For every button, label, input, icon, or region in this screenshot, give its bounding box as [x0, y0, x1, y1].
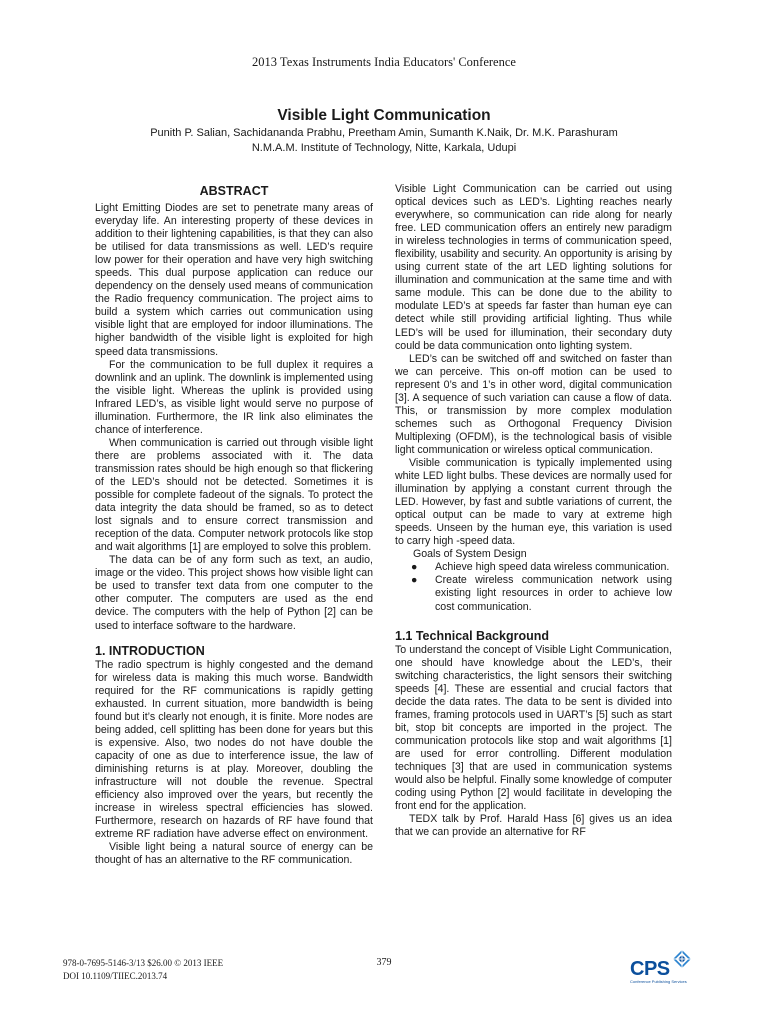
- body-paragraph: Visible Light Communication can be carried out using optical devices such as LED’s. Lighting reaches nearly everywhere, so communication can ride along for nearly free. LED communication offers an entirely new paradigm in wireless technologies in terms of communication speed, flexibility, usability and security. An opportunity is arising by using current state of the art LED lighting solutions for illumination and communication at the same time and with same module. This can be done due to the ability to modulate LED’s at speeds far faster than human eye can detect while still providing artificial lighting. Thus while LED’s will be used for illumination, their secondary duty could be data communication onto lighting system.: [395, 183, 672, 352]
- author-block: [0, 126, 768, 156]
- list-item: [395, 574, 672, 613]
- technical-background-heading: 1.1 Technical Background: [395, 628, 549, 643]
- cps-logo: [630, 948, 692, 984]
- left-column: [95, 183, 373, 867]
- body-paragraph: Visible communication is typically implemented using white LED light bulbs. These devices are normally used for illumination by applying a constant current through the LED. However, by fast and subtle variations of current, the optical output can be made to vary at extreme high speeds. Unseen by the human eye, this variation is used to carry high -speed data.: [395, 456, 672, 548]
- list-item-text: Achieve high speed data wireless communication.: [435, 561, 670, 574]
- abstract-heading: ABSTRACT: [199, 184, 269, 198]
- goals-label: Goals of System Design: [413, 548, 527, 561]
- right-column: [395, 183, 672, 839]
- doi-line: DOI 10.1109/TIIEC.2013.74: [63, 971, 168, 981]
- bullet-icon: ●: [411, 561, 418, 574]
- isbn-line: 978-0-7695-5146-3/13 $26.00 © 2013 IEEE: [63, 958, 224, 968]
- abstract-paragraph: For the communication to be full duplex it requires a downlink and an uplink. The downlink is implemented using the visible light. Whereas the uplink is provided using Infrared LED’s, as visible light would serve no purpose of illumination. Furthermore, the IR link also eliminates the chance of interference.: [95, 358, 373, 436]
- introduction-paragraph: Visible light being a natural source of energy can be thought of has an alternative to the RF communication.: [95, 841, 373, 867]
- introduction-paragraph: The radio spectrum is highly congested and the demand for wireless data is making this much worse. Bandwidth required for the RF communications is rapidly getting exhausted. In current situation, more bandwidth is being found but it’s clearly not enough, it is finite. More nodes are being added, cell splitting has been done for years but this is expensive. Also, two nodes do not have double the capacity of one as due to interference issue, the law of diminishing returns is at play. Moreover, doubling the infrastructure will not double the revenue. Spectral efficiency also improved over the years, but recently the increase in wireless spectral efficiencies has slowed. Furthermore, research on hazards of RF have found that extreme RF radiation have adverse effect on environment.: [95, 658, 373, 841]
- abstract-paragraph: When communication is carried out through visible light there are problems associated with it. The data transmission rates should be high enough so that flickering of the LED’s should not be detected. Sometimes it is possible for complete fadeout of the signals. To protect the data integrity the data should be framed, so as to detect lost signals and to ensure correct transmission and reception of the data. Computer network protocols like stop and wait algorithms [1] are employed to solve this problem.: [95, 436, 373, 554]
- list-item-text: Create wireless communication network using existing light resources in order to achieve low cost communication.: [435, 574, 672, 613]
- introduction-heading: 1. INTRODUCTION: [95, 643, 205, 658]
- author-list: Punith P. Salian, Sachidananda Prabhu, Preetham Amin, Sumanth K.Naik, Dr. M.K. Parashuram: [150, 127, 618, 139]
- abstract-paragraph: Light Emitting Diodes are set to penetrate many areas of everyday life. An interesting property of these devices in addition to their lightening capabilities, is that they can also be utilised for data transmissions as well. LED’s require low power for their operation and have very high switching speeds. This dual purpose application can reduce our dependency on the densely used means of communication the Radio frequency communication. The project aims to build a system which carries out communication using visible light that are employed for indoor illuminations. The higher bandwidth of the visible light is exploited for high speed data transmissions.: [95, 202, 373, 358]
- conference-header: 2013 Texas Instruments India Educators' Conference: [252, 55, 516, 69]
- body-paragraph: To understand the concept of Visible Light Communication, one should have knowledge about the LED’s, their switching characteristics, the light sensors their switching speeds [4]. These are essential and crucial factors that decide the data rates. The data to be sent is divided into frames, framing protocols used in UART’s [5] such as start bit, stop bit concepts are imported in the project. The communication protocols like stop and wait algorithms [1] are used for error controlling. Different modulation techniques [3] that are used in communication systems would also be helpful. Finally some knowledge of computer coding using Python [2] would facilitate in developing the front end for the application.: [395, 643, 672, 813]
- bullet-icon: ●: [411, 574, 418, 587]
- goals-list: [395, 561, 672, 613]
- page-number: 379: [376, 957, 392, 968]
- abstract-paragraph: The data can be of any form such as text, an audio, image or the video. This project shows how visible light can be used to transfer text data from one computer to the other computer. The computers are used as the end device. The computers with the help of Python [2] can be used to interface software to the hardware.: [95, 554, 373, 632]
- affiliation: N.M.A.M. Institute of Technology, Nitte, Karkala, Udupi: [251, 142, 517, 154]
- body-paragraph: TEDX talk by Prof. Harald Hass [6] gives us an idea that we can provide an alternative for RF: [395, 813, 672, 839]
- diamond-logo-icon: [673, 950, 691, 968]
- logo-subtext: Conference Publishing Services: [630, 979, 687, 984]
- list-item: [395, 561, 672, 574]
- paper-title: Visible Light Communication: [277, 107, 491, 124]
- logo-text: CPS: [630, 958, 670, 980]
- body-paragraph: LED’s can be switched off and switched on faster than we can perceive. This on-off motion can be used to represent 0’s and 1’s in other word, digital communication [3]. A sequence of such variation can cause a flow of data. This, or transmission by more complex modulation schemes such as Orthogonal Frequency Division Multiplexing (OFDM), is the technological basis of visible light communication or wireless optical communication.: [395, 352, 672, 456]
